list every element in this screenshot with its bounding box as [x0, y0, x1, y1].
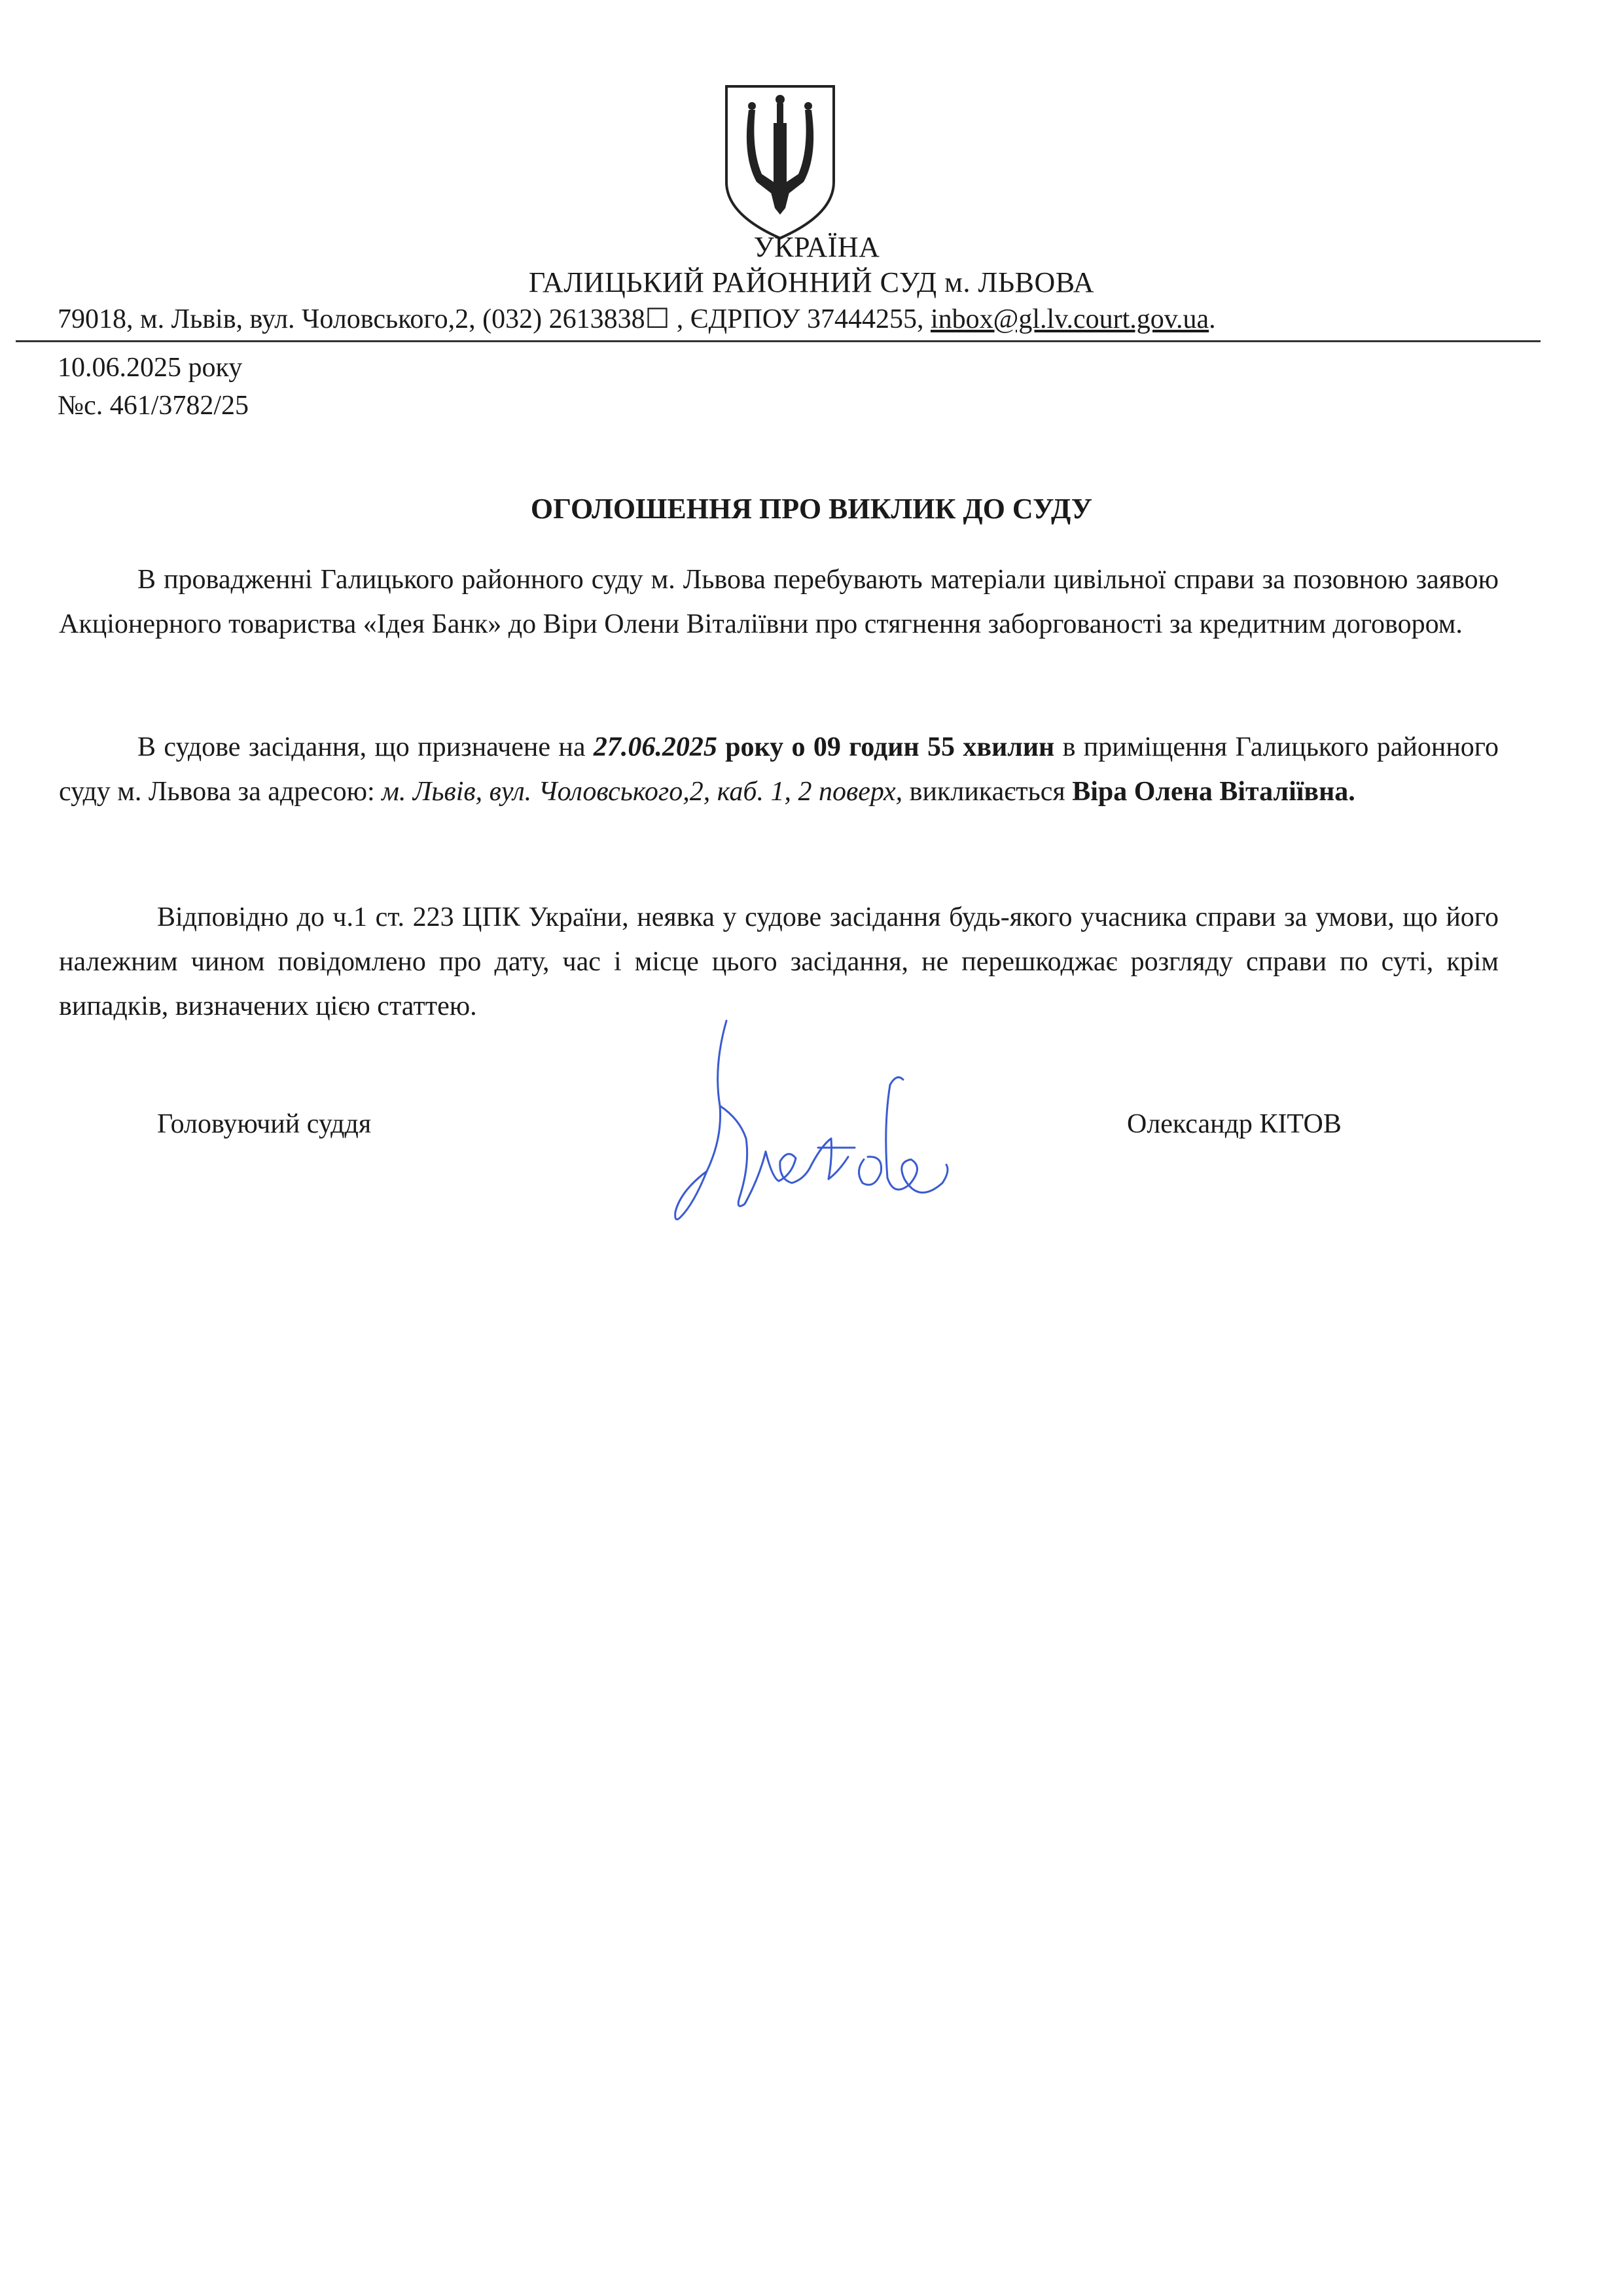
address-text: 79018, м. Львів, вул. Чоловського,2, (032) 2613838☐ , ЄДРПОУ 37444255, — [58, 304, 931, 334]
judge-name: Олександр КІТОВ — [1127, 1109, 1342, 1139]
trident-coat-of-arms-icon — [722, 84, 838, 241]
case-number: №с. 461/3782/25 — [58, 391, 249, 421]
email-link[interactable]: inbox@gl.lv.court.gov.ua — [931, 304, 1209, 334]
p2-text-b: в приміщення Галицького районного суду м. Львова за адресою: — [59, 732, 1499, 807]
header-country: УКРАЇНА — [753, 231, 880, 263]
paragraph-2 — [59, 725, 1499, 814]
email-suffix: . — [1209, 304, 1216, 334]
document-date: 10.06.2025 року — [58, 353, 243, 383]
p2-text-a: В судове засідання, що призначене на — [137, 732, 594, 762]
hearing-date: 27.06.2025 — [593, 732, 717, 762]
p2-text-c: викликається — [902, 777, 1073, 807]
document-title: ОГОЛОШЕННЯ ПРО ВИКЛИК ДО СУДУ — [530, 493, 1093, 525]
hearing-time: року о 09 годин 55 хвилин — [717, 732, 1055, 762]
paragraph-1: В провадженні Галицького районного суду м. Львова перебувають матеріали цивільної справи за позовною заявою Акціонерного товариства «Ідея Банк» до Віри Олени Віталіївни про стягнення заборгованості за кредитним договором. — [59, 565, 1499, 639]
handwritten-signature — [668, 1008, 988, 1230]
judge-label: Головуючий суддя — [157, 1109, 372, 1139]
header-address — [58, 302, 1510, 336]
header-court-name: ГАЛИЦЬКИЙ РАЙОННИЙ СУД м. ЛЬВОВА — [528, 266, 1095, 298]
summoned-person: Віра Олена Віталіївна. — [1072, 777, 1355, 807]
header-divider — [16, 340, 1541, 342]
hearing-address: м. Львів, вул. Чоловського,2, каб. 1, 2 поверх, — [382, 777, 903, 807]
paragraph-3: Відповідно до ч.1 ст. 223 ЦПК України, неявка у судове засідання будь-якого учасника справи за умови, що його належним чином повідомлено про дату, час і місце цього засідання, не перешкоджає розгляду справи по суті, крім випадків, визначених цією статтею. — [59, 902, 1499, 1021]
